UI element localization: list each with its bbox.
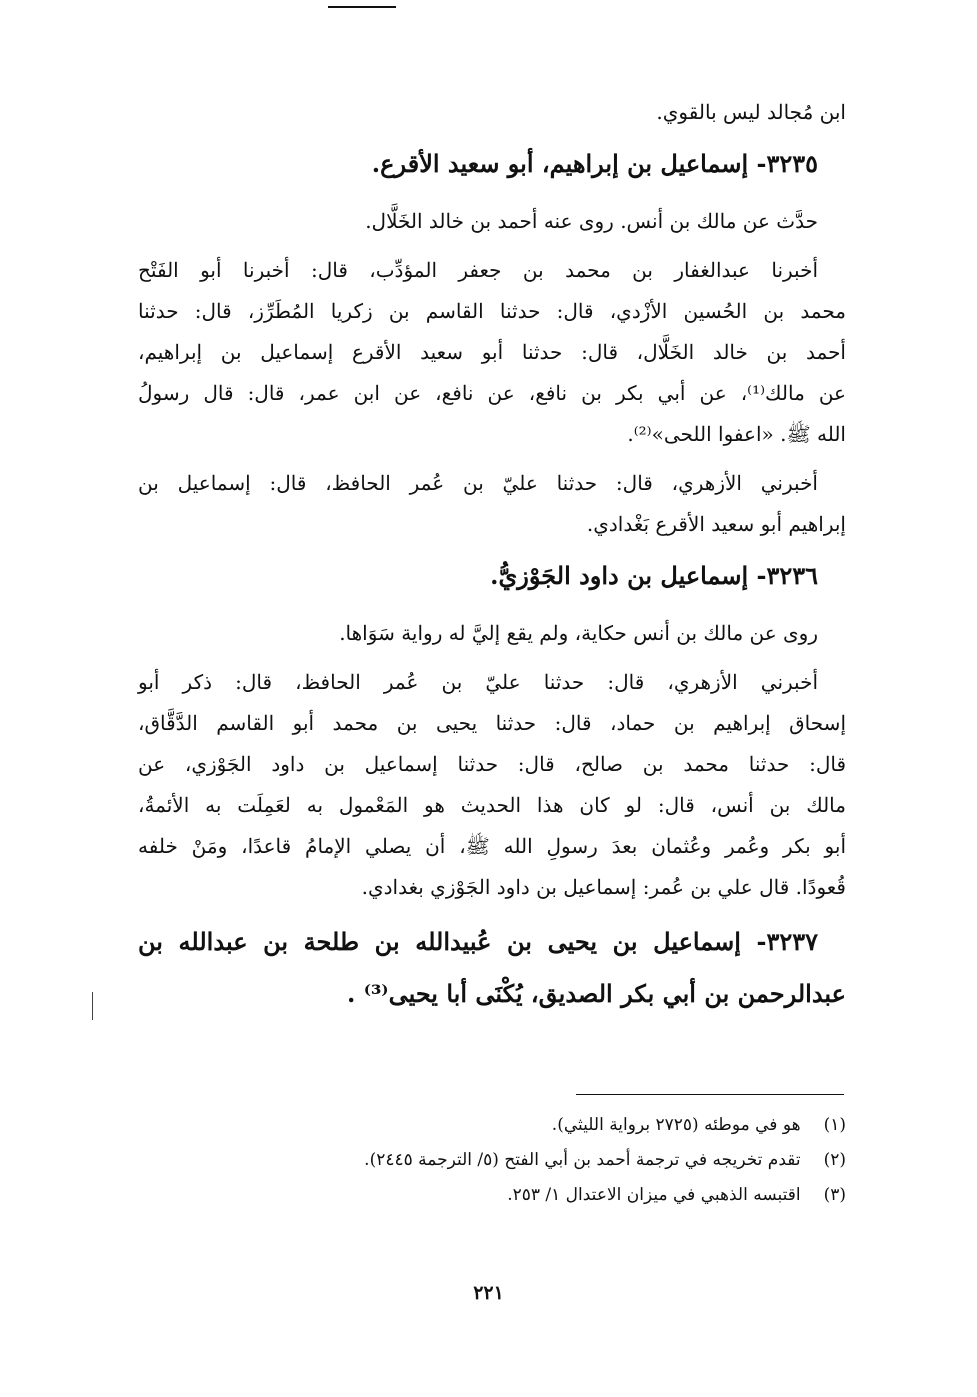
- footnote-2: [180, 1143, 846, 1178]
- entry-paragraph-3235-2: [138, 463, 846, 545]
- entry-intro-3236: روى عن مالك بن أنس حكاية، ولم يقع إليَّ له رواية سَوَاها.: [339, 621, 818, 645]
- text-line: أخبرني الأزهري، قال: حدثنا عليّ بن عُمر الحافظ، قال: ذكر أبو: [138, 670, 818, 694]
- entry-intro-3235: حدَّث عن مالك بن أنس. روى عنه أحمد بن خالد الخَلَّال.: [365, 209, 818, 233]
- text-line: إبراهيم أبو سعيد الأقرع بَغْدادي.: [586, 512, 846, 536]
- text-line: أبو بكر وعُمر وعُثمان بعدَ رسولِ الله ﷺ، أن يصلي الإمامُ قاعدًا، ومَنْ خلفه: [138, 834, 846, 858]
- footnote-1: [180, 1108, 846, 1143]
- heading-line: ٣٢٣٧- إسماعيل بن يحيى بن عُبيدالله بن طلحة بن عبدالله بن: [138, 927, 818, 956]
- footnote-text: تقدم تخريجه في ترجمة أحمد بن أبي الفتح (٥/ الترجمة ٢٤٤٥).: [364, 1150, 801, 1170]
- top-rule: [328, 6, 396, 8]
- text-line: عن مالك⁽¹⁾، عن أبي بكر بن نافع، عن نافع، عن ابن عمر، قال: قال رسولُ: [138, 381, 846, 405]
- entry-paragraph-3236-1: [138, 662, 846, 908]
- margin-mark: [92, 992, 93, 1020]
- page-body: [138, 92, 846, 1020]
- text-line: الله ﷺ. «اعفوا اللحى»⁽²⁾.: [627, 422, 846, 446]
- intro-line: ابن مُجالد ليس بالقوي.: [656, 100, 846, 124]
- footnote-text: هو في موطئه (٢٧٢٥ برواية الليثي).: [551, 1115, 801, 1135]
- text-line: محمد بن الحُسين الأزْدي، قال: حدثنا القاسم بن زكريا المُطَرِّز، قال: حدثنا: [138, 299, 846, 323]
- text-line: أحمد بن خالد الخَلَّال، قال: حدثنا أبو سعيد الأقرع إسماعيل بن إبراهيم،: [138, 340, 846, 364]
- entry-heading-3235: ٣٢٣٥- إسماعيل بن إبراهيم، أبو سعيد الأقرع.: [371, 149, 818, 178]
- page-number: ٢٢١: [473, 1282, 504, 1304]
- entry-paragraph-3235-1: [138, 250, 846, 455]
- text-line: مالك بن أنس، قال: لو كان هذا الحديث هو المَعْمول به لعَمِلَت به الأئمةُ،: [138, 793, 846, 817]
- text-line: أخبرني الأزهري، قال: حدثنا عليّ بن عُمر الحافظ، قال: إسماعيل بن: [138, 471, 818, 495]
- heading-line: عبدالرحمن بن أبي بكر الصديق، يُكْنَى أبا يحيى⁽³⁾ .: [347, 979, 846, 1008]
- entry-heading-3236: ٣٢٣٦- إسماعيل بن داود الجَوْزيُّ.: [490, 561, 818, 590]
- footnote-number: (٣): [823, 1185, 846, 1205]
- text-line: إسحاق إبراهيم بن حماد، قال: حدثنا يحيى بن محمد أبو القاسم الدَّقَّاق،: [138, 711, 846, 735]
- footnote-rule: [576, 1094, 844, 1095]
- text-line: قال: حدثنا محمد بن صالح، قال: حدثنا إسماعيل بن داود الجَوْزي، عن: [138, 752, 846, 776]
- text-line: أخبرنا عبدالغفار بن محمد بن جعفر المؤدِّب، قال: أخبرنا أبو الفَتْح: [138, 258, 818, 282]
- text-line: قُعودًا. قال علي بن عُمر: إسماعيل بن داود الجَوْزي بغدادي.: [361, 875, 846, 899]
- footnote-3: [180, 1178, 846, 1213]
- footnotes: [180, 1108, 846, 1213]
- entry-heading-3237: [138, 916, 846, 1020]
- footnote-number: (٢): [823, 1150, 846, 1170]
- footnote-text: اقتبسه الذهبي في ميزان الاعتدال ١/ ٢٥٣.: [507, 1185, 801, 1205]
- footnote-number: (١): [823, 1115, 846, 1135]
